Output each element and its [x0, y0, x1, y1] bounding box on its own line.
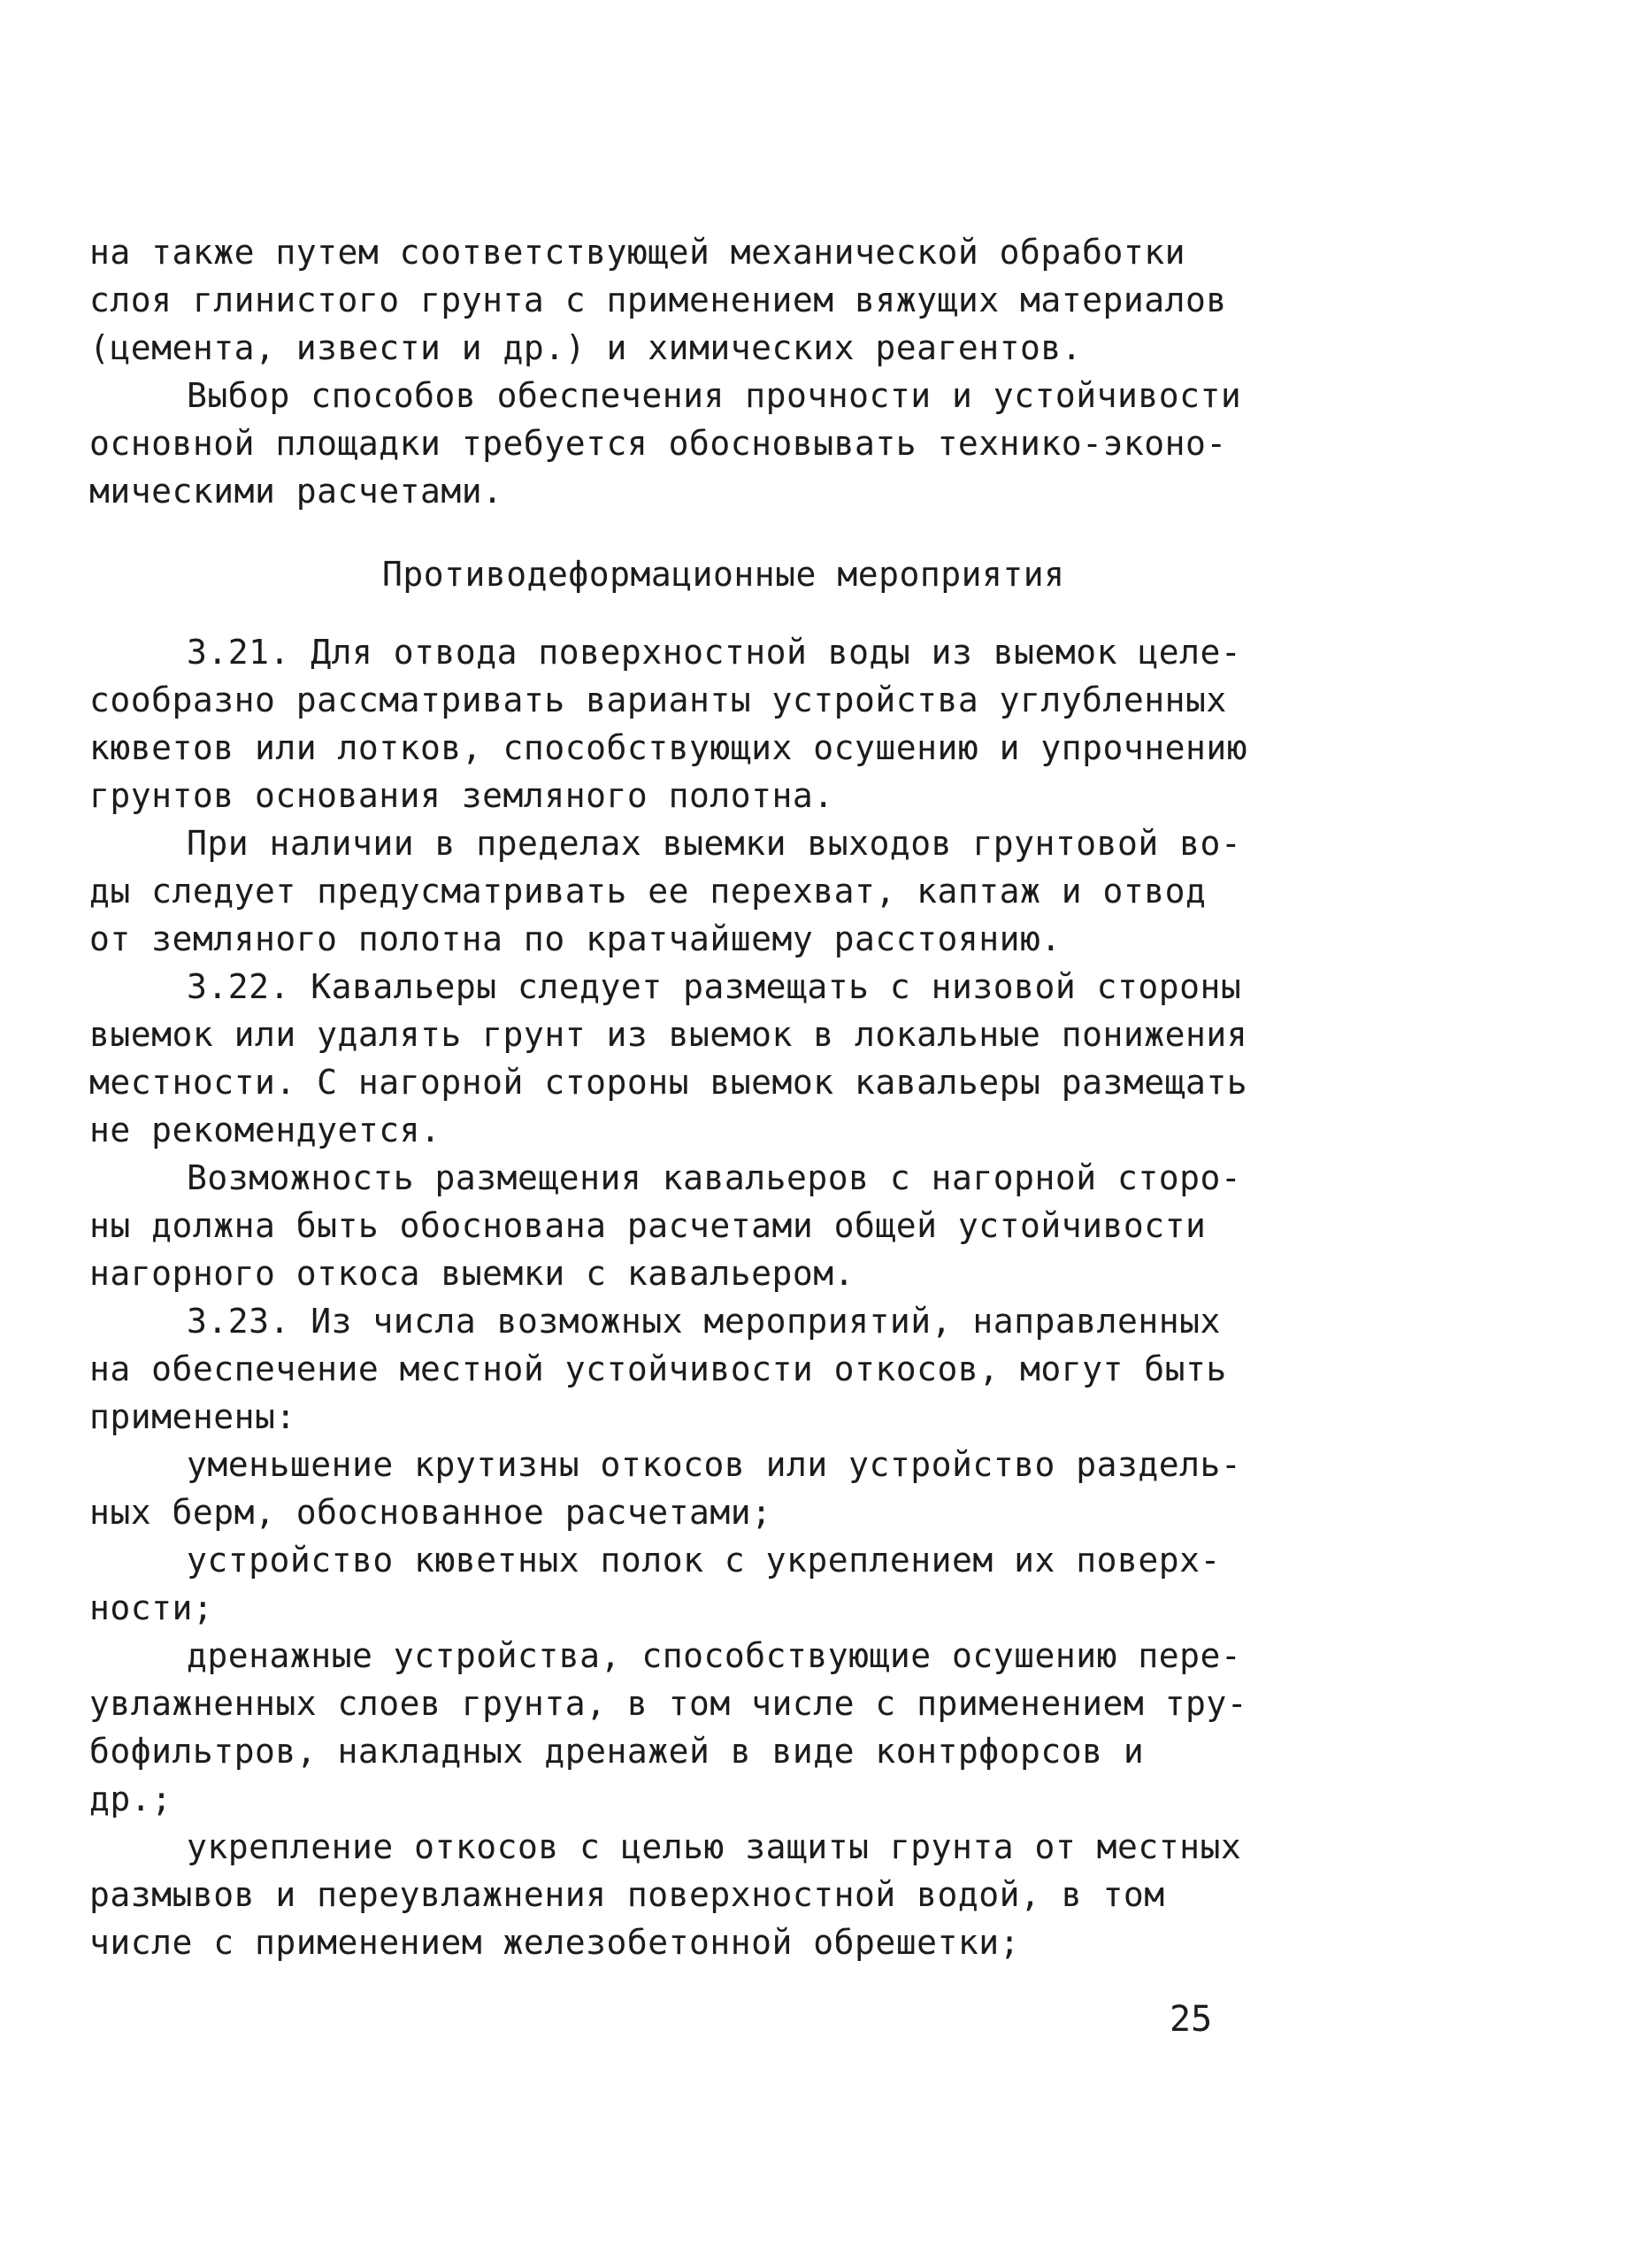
text-line: 3.21. Для отвода поверхностной воды из выемок целе- — [187, 633, 1242, 672]
text-line: на также путем соответствующей механической обработки — [89, 233, 1186, 272]
section-heading: Противодеформационные мероприятия — [382, 555, 1065, 594]
text-line: Выбор способов обеспечения прочности и устойчивости — [187, 376, 1242, 415]
text-line: бофильтров, накладных дренажей в виде контрфорсов и — [89, 1732, 1145, 1771]
text-line: увлажненных слоев грунта, в том числе с применением тру- — [89, 1684, 1248, 1723]
text-line: числе с применением железобетонной обрешетки; — [89, 1923, 1021, 1962]
text-line: от земляного полотна по кратчайшему расстоянию. — [89, 919, 1062, 958]
text-line: местности. С нагорной стороны выемок кавальеры размещать — [89, 1063, 1248, 1102]
page-number: 25 — [1170, 1999, 1213, 2040]
text-line: 3.22. Кавальеры следует размещать с низовой стороны — [187, 967, 1242, 1006]
text-line: ных берм, обоснованное расчетами; — [89, 1493, 772, 1532]
text-line: не рекомендуется. — [89, 1111, 441, 1149]
text-line: устройство кюветных полок с укреплением их поверх- — [187, 1541, 1221, 1580]
text-line: дренажные устройства, способствующие осушению пере- — [187, 1636, 1242, 1675]
text-line: на обеспечение местной устойчивости откосов, могут быть — [89, 1349, 1227, 1388]
text-line: применены: — [89, 1397, 296, 1436]
text-line: кюветов или лотков, способствующих осушению и упрочнению — [89, 728, 1248, 767]
text-line: сообразно рассматривать варианты устройства углубленных — [89, 680, 1227, 719]
text-line: Возможность размещения кавальеров с нагорной сторо- — [187, 1158, 1242, 1197]
text-line: размывов и переувлажнения поверхностной водой, в том — [89, 1875, 1165, 1914]
text-line: нагорного откоса выемки с кавальером. — [89, 1254, 855, 1293]
text-line: мическими расчетами. — [89, 472, 503, 511]
text-line: др.; — [89, 1780, 173, 1818]
text-line: укрепление откосов с целью защиты грунта от местных — [187, 1827, 1242, 1866]
text-line: грунтов основания земляного полотна. — [89, 776, 834, 815]
text-line: слоя глинистого грунта с применением вяжущих материалов — [89, 281, 1227, 319]
text-line: уменьшение крутизны откосов или устройство раздель- — [187, 1445, 1242, 1484]
text-line: При наличии в пределах выемки выходов грунтовой во- — [187, 824, 1242, 863]
text-line: ности; — [89, 1588, 214, 1627]
text-line: ны должна быть обоснована расчетами общей устойчивости — [89, 1206, 1207, 1245]
text-line: основной площадки требуется обосновывать технико-эконо- — [89, 424, 1227, 463]
text-line: (цемента, извести и др.) и химических реагентов. — [89, 328, 1083, 367]
text-line: 3.23. Из числа возможных мероприятий, направленных — [187, 1302, 1221, 1341]
text-line: выемок или удалять грунт из выемок в локальные понижения — [89, 1015, 1248, 1054]
text-line: ды следует предусматривать ее перехват, каптаж и отвод — [89, 872, 1207, 911]
